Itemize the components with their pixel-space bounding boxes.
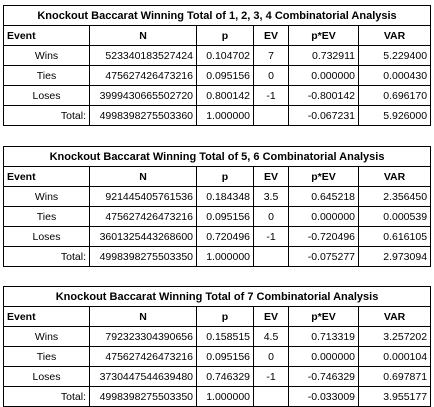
- cell-p: 0.095156: [197, 66, 254, 86]
- cell-p: 0.158515: [197, 327, 254, 347]
- table-title-row: [4, 147, 431, 167]
- cell-ev: 0: [254, 66, 289, 86]
- cell-total-label: Total:: [4, 106, 90, 126]
- analysis-table-3: [3, 286, 431, 407]
- header-var: VAR: [359, 307, 431, 327]
- table-row: [4, 227, 431, 247]
- table-row: [4, 367, 431, 387]
- cell-n: 3601325443268600: [90, 227, 197, 247]
- cell-p: 0.104702: [197, 46, 254, 66]
- cell-pev: 0.645218: [289, 187, 359, 207]
- table-row: [4, 187, 431, 207]
- cell-ev: -1: [254, 367, 289, 387]
- cell-var: 3.257202: [359, 327, 431, 347]
- cell-p: 0.184348: [197, 187, 254, 207]
- cell-pev: -0.800142: [289, 86, 359, 106]
- table-row: [4, 207, 431, 227]
- header-pev: p*EV: [289, 26, 359, 46]
- table-title-row: [4, 6, 431, 26]
- cell-pev: 0.713319: [289, 327, 359, 347]
- table-total-row: [4, 106, 431, 126]
- cell-total-var: 2.973094: [359, 247, 431, 267]
- header-ev: EV: [254, 26, 289, 46]
- cell-total-pev: -0.033009: [289, 387, 359, 407]
- cell-total-n: 4998398275503350: [90, 387, 197, 407]
- analysis-table-1: [3, 5, 431, 126]
- cell-event: Ties: [4, 207, 90, 227]
- cell-var: 0.000539: [359, 207, 431, 227]
- table-header-row: [4, 26, 431, 46]
- cell-ev: 0: [254, 207, 289, 227]
- cell-var: 2.356450: [359, 187, 431, 207]
- cell-n: 475627426473216: [90, 66, 197, 86]
- header-p: p: [197, 167, 254, 187]
- cell-p: 0.720496: [197, 227, 254, 247]
- cell-p: 0.800142: [197, 86, 254, 106]
- cell-total-var: 3.955177: [359, 387, 431, 407]
- header-event: Event: [4, 307, 90, 327]
- table-total-row: [4, 247, 431, 267]
- cell-total-n: 4998398275503360: [90, 106, 197, 126]
- header-n: N: [90, 26, 197, 46]
- cell-n: 475627426473216: [90, 347, 197, 367]
- cell-pev: 0.000000: [289, 207, 359, 227]
- cell-ev: -1: [254, 227, 289, 247]
- table-row: [4, 327, 431, 347]
- cell-var: 0.000104: [359, 347, 431, 367]
- cell-ev: 7: [254, 46, 289, 66]
- cell-total-p: 1.000000: [197, 387, 254, 407]
- header-var: VAR: [359, 167, 431, 187]
- cell-n: 921445405761536: [90, 187, 197, 207]
- cell-total-pev: -0.067231: [289, 106, 359, 126]
- cell-pev: 0.000000: [289, 66, 359, 86]
- cell-n: 792323304390656: [90, 327, 197, 347]
- cell-n: 523340183527424: [90, 46, 197, 66]
- header-pev: p*EV: [289, 307, 359, 327]
- header-event: Event: [4, 26, 90, 46]
- table-header-row: [4, 167, 431, 187]
- cell-total-var: 5.926000: [359, 106, 431, 126]
- cell-pev: -0.720496: [289, 227, 359, 247]
- cell-var: 0.000430: [359, 66, 431, 86]
- analysis-table-2: [3, 146, 431, 267]
- cell-ev: -1: [254, 86, 289, 106]
- cell-event: Wins: [4, 327, 90, 347]
- header-n: N: [90, 307, 197, 327]
- cell-var: 0.696170: [359, 86, 431, 106]
- cell-pev: -0.746329: [289, 367, 359, 387]
- table-row: [4, 347, 431, 367]
- cell-n: 475627426473216: [90, 207, 197, 227]
- cell-total-n: 4998398275503350: [90, 247, 197, 267]
- cell-total-ev-empty: [254, 106, 289, 126]
- header-p: p: [197, 307, 254, 327]
- table-title: Knockout Baccarat Winning Total of 7 Combinatorial Analysis: [4, 287, 431, 307]
- cell-event: Loses: [4, 367, 90, 387]
- header-ev: EV: [254, 167, 289, 187]
- cell-var: 5.229400: [359, 46, 431, 66]
- table-row: [4, 86, 431, 106]
- cell-event: Ties: [4, 347, 90, 367]
- header-event: Event: [4, 167, 90, 187]
- cell-event: Loses: [4, 227, 90, 247]
- cell-var: 0.616105: [359, 227, 431, 247]
- cell-ev: 4.5: [254, 327, 289, 347]
- table-row: [4, 46, 431, 66]
- table-row: [4, 66, 431, 86]
- table-title: Knockout Baccarat Winning Total of 1, 2, 3, 4 Combinatorial Analysis: [4, 6, 431, 26]
- table-header-row: [4, 307, 431, 327]
- cell-pev: 0.732911: [289, 46, 359, 66]
- cell-var: 0.697871: [359, 367, 431, 387]
- cell-event: Loses: [4, 86, 90, 106]
- cell-total-label: Total:: [4, 387, 90, 407]
- cell-event: Wins: [4, 46, 90, 66]
- cell-event: Wins: [4, 187, 90, 207]
- header-ev: EV: [254, 307, 289, 327]
- cell-total-p: 1.000000: [197, 247, 254, 267]
- cell-total-p: 1.000000: [197, 106, 254, 126]
- cell-ev: 0: [254, 347, 289, 367]
- cell-total-ev-empty: [254, 247, 289, 267]
- cell-total-pev: -0.075277: [289, 247, 359, 267]
- cell-ev: 3.5: [254, 187, 289, 207]
- cell-n: 3730447544639480: [90, 367, 197, 387]
- cell-pev: 0.000000: [289, 347, 359, 367]
- cell-p: 0.746329: [197, 367, 254, 387]
- cell-p: 0.095156: [197, 347, 254, 367]
- cell-event: Ties: [4, 66, 90, 86]
- cell-total-label: Total:: [4, 247, 90, 267]
- cell-n: 3999430665502720: [90, 86, 197, 106]
- cell-p: 0.095156: [197, 207, 254, 227]
- table-title-row: [4, 287, 431, 307]
- table-title: Knockout Baccarat Winning Total of 5, 6 Combinatorial Analysis: [4, 147, 431, 167]
- header-p: p: [197, 26, 254, 46]
- header-pev: p*EV: [289, 167, 359, 187]
- header-var: VAR: [359, 26, 431, 46]
- header-n: N: [90, 167, 197, 187]
